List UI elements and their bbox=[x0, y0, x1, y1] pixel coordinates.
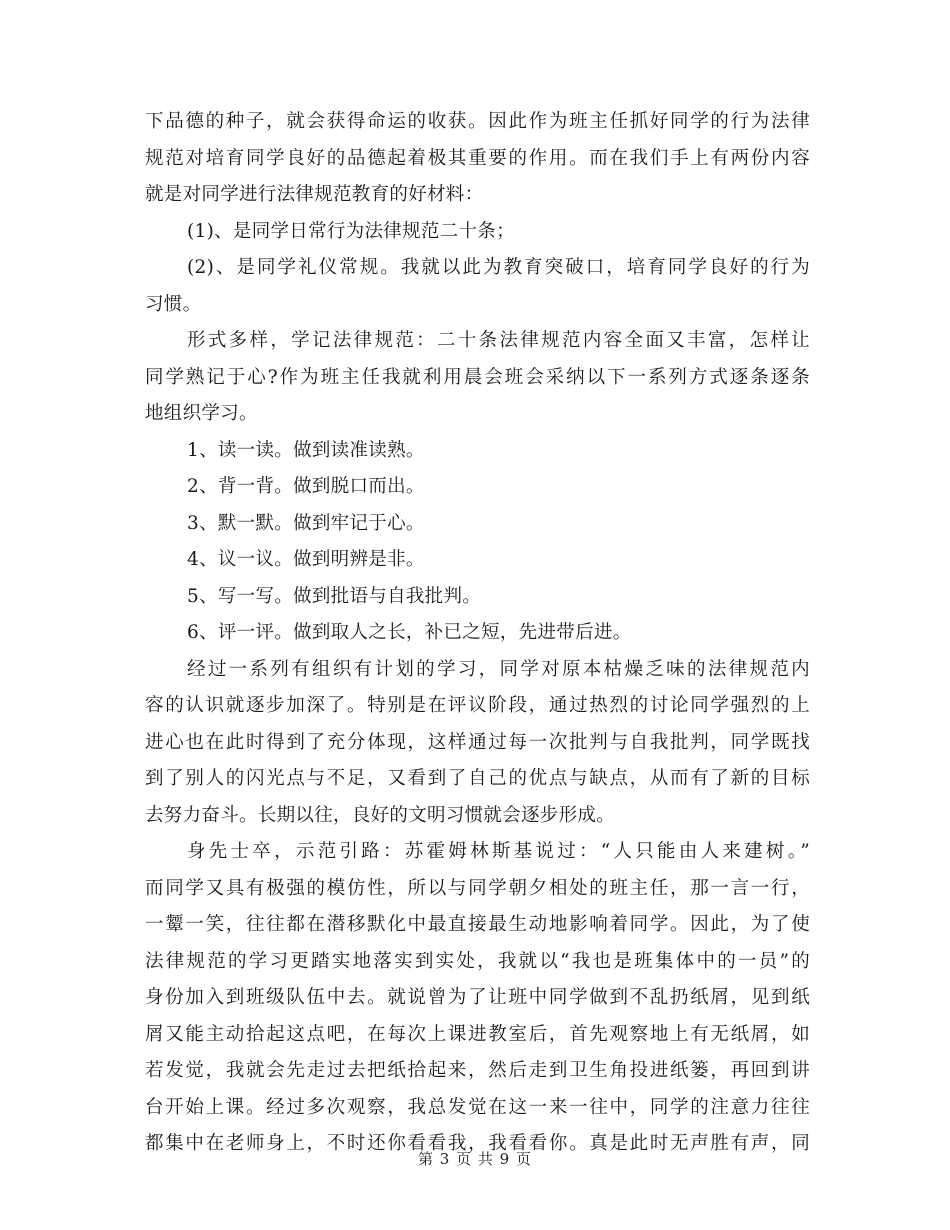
text-line: 到了别人的闪光点与不足，又看到了自己的优点与缺点，从而有了新的目标 bbox=[145, 768, 810, 789]
text-line: 经过一系列有组织有计划的学习，同学对原本枯燥乏味的法律规范内 bbox=[187, 658, 810, 680]
text-line: 6、评一评。做到取人之长，补已之短，先进带后进。 bbox=[187, 622, 632, 643]
text-line: 习惯。 bbox=[145, 293, 202, 315]
text-line: 容的认识就逐步加深了。特别是在评议阶段，通过热烈的讨论同学强烈的上 bbox=[145, 695, 810, 716]
text-line: 形式多样，学记法律规范：二十条法律规范内容全面又丰富，怎样让 bbox=[187, 330, 810, 351]
text-line: 就是对同学进行法律规范教育的好材料： bbox=[145, 184, 484, 205]
text-line: 屑又能主动拾起这点吧，在每次上课进教室后，首先观察地上有无纸屑，如 bbox=[145, 1023, 810, 1045]
text-line: 都集中在老师身上，不时还你看看我，我看看你。真是此时无声胜有声，同 bbox=[145, 1133, 810, 1154]
text-line: (1)、是同学日常行为法律规范二十条； bbox=[187, 220, 515, 242]
text-line: 而同学又具有极强的模仿性，所以与同学朝夕相处的班主任，那一言一行， bbox=[145, 877, 810, 899]
text-line: 4、议一议。做到明辨是非。 bbox=[187, 549, 425, 570]
text-line: 规范对培育同学良好的品德起着极其重要的作用。而在我们手上有两份内容 bbox=[145, 147, 810, 169]
body-text bbox=[145, 104, 810, 1163]
text-line: 地组织学习。 bbox=[145, 403, 258, 424]
text-line: 下品德的种子，就会获得命运的收获。因此作为班主任抓好同学的行为法律 bbox=[145, 111, 810, 132]
text-line: 5、写一写。做到批语与自我批判。 bbox=[187, 585, 482, 607]
text-line: 1、读一读。做到读准读熟。 bbox=[187, 439, 425, 461]
text-line: 若发觉，我就会先走过去把纸拾起来，然后走到卫生角投进纸篓，再回到讲 bbox=[145, 1060, 810, 1081]
text-line: 一颦一笑，往往都在潜移默化中最直接最生动地影响着同学。因此，为了使 bbox=[145, 914, 810, 935]
text-line: 法律规范的学习更踏实地落实到实处，我就以“我也是班集体中的一员”的 bbox=[145, 950, 810, 972]
text-line: 身先士卒，示范引路：苏霍姆林斯基说过：“人只能由人来建树。” bbox=[187, 841, 810, 862]
text-line: 台开始上课。经过多次观察，我总发觉在这一来一往中，同学的注意力往往 bbox=[145, 1096, 810, 1118]
text-line: (2)、是同学礼仪常规。我就以此为教育突破口，培育同学良好的行为 bbox=[187, 257, 810, 278]
page-number: 第 3 页 共 9 页 bbox=[418, 1150, 532, 1168]
text-line: 进心也在此时得到了充分体现，这样通过每一次批判与自我批判，同学既找 bbox=[145, 731, 810, 753]
text-line: 2、背一背。做到脱口而出。 bbox=[187, 476, 425, 497]
text-line: 3、默一默。做到牢记于心。 bbox=[187, 512, 425, 534]
text-line: 身份加入到班级队伍中去。就说曾为了让班中同学做到不乱扔纸屑，见到纸 bbox=[145, 987, 810, 1008]
text-line: 同学熟记于心?作为班主任我就利用晨会班会采纳以下一系列方式逐条逐条 bbox=[145, 366, 810, 388]
text-line: 去努力奋斗。长期以往，良好的文明习惯就会逐步形成。 bbox=[145, 804, 616, 826]
